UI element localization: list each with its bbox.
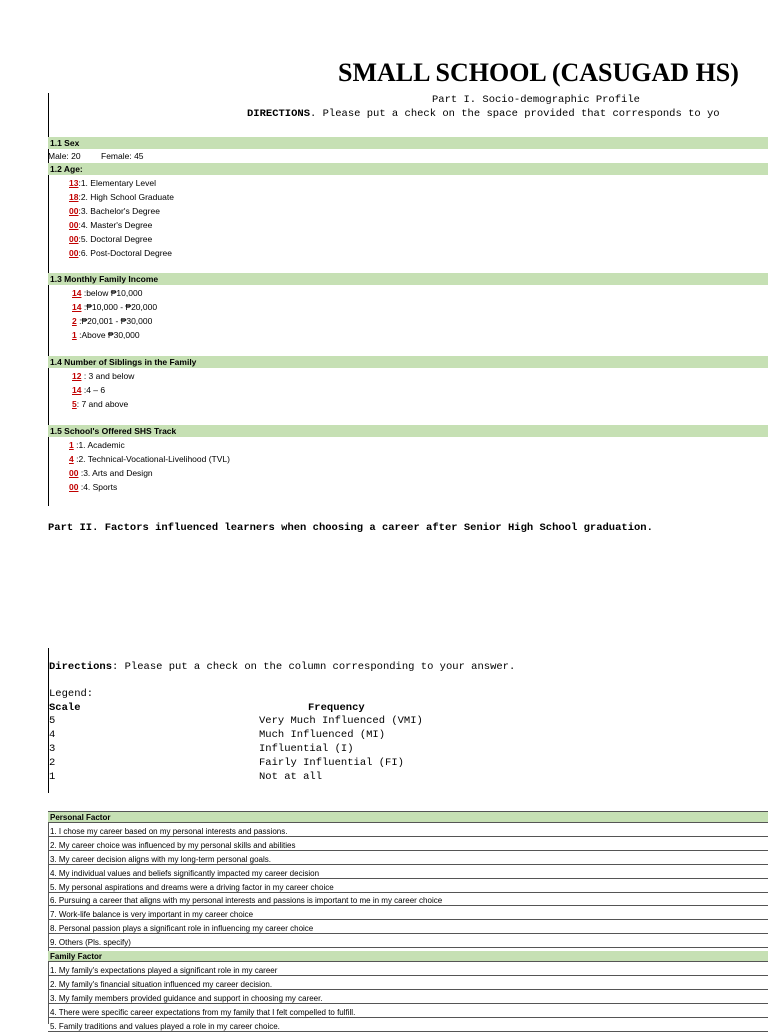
family-factor-row: 3. My family members provided guidance and support in choosing my career. xyxy=(48,993,768,1004)
personal-factor-row: 8. Personal passion plays a significant role in influencing my career choice xyxy=(48,923,768,934)
income-text: :₱20,001 - ₱30,000 xyxy=(76,316,153,326)
age-count: 00 xyxy=(69,206,79,216)
track-text: :1. Academic xyxy=(73,440,125,450)
age-text: :5. Doctoral Degree xyxy=(78,234,153,244)
section-sex-header: 1.1 Sex xyxy=(48,137,768,149)
sex-male: Male: 20 xyxy=(48,151,81,161)
legend-scale: 3 xyxy=(49,743,56,755)
income-item xyxy=(72,287,142,299)
age-item xyxy=(69,219,152,231)
income-text: :₱10,000 - ₱20,000 xyxy=(81,302,158,312)
siblings-item xyxy=(72,384,105,396)
section-age-header: 1.2 Age: xyxy=(48,163,768,175)
age-count: 18 xyxy=(69,192,79,202)
age-text: :6. Post-Doctoral Degree xyxy=(78,248,173,258)
age-item xyxy=(69,191,174,203)
income-item xyxy=(72,329,140,341)
siblings-text: : 3 and below xyxy=(81,371,135,381)
age-count: 13 xyxy=(69,178,79,188)
personal-factor-row: 3. My career decision aligns with my long-term personal goals. xyxy=(48,854,768,865)
track-count: 1 xyxy=(69,440,74,450)
track-item xyxy=(69,481,117,493)
track-count: 4 xyxy=(69,454,74,464)
family-factor-header: Family Factor xyxy=(48,951,768,962)
personal-factor-row: 5. My personal aspirations and dreams were a driving factor in my career choice xyxy=(48,882,768,893)
part1-directions-text: . Please put a check on the space provided that corresponds to yo xyxy=(310,108,720,120)
age-text: :3. Bachelor's Degree xyxy=(78,206,160,216)
personal-factor-row: 1. I chose my career based on my personal interests and passions. xyxy=(48,826,768,837)
siblings-count: 5 xyxy=(72,399,77,409)
part2-heading: Part II. Factors influenced learners when choosing a career after Senior High School graduation. xyxy=(48,522,653,534)
siblings-count: 14 xyxy=(72,385,82,395)
legend-scale: 4 xyxy=(49,729,56,741)
legend-frequency-header: Frequency xyxy=(308,702,365,714)
track-item xyxy=(69,439,125,451)
legend-label: Legend: xyxy=(49,688,94,700)
siblings-text: :4 – 6 xyxy=(81,385,106,395)
part1-directions xyxy=(247,108,720,120)
income-text: :Above ₱30,000 xyxy=(76,330,140,340)
siblings-item xyxy=(72,398,128,410)
part1-directions-label: DIRECTIONS xyxy=(247,108,311,120)
family-factor-row: 2. My family's financial situation influenced my career decision. xyxy=(48,979,768,990)
personal-factor-row: 9. Others (Pls. specify) xyxy=(48,937,768,948)
legend-frequency: Influential (I) xyxy=(259,743,354,755)
age-count: 00 xyxy=(69,234,79,244)
legend-frequency: Not at all xyxy=(259,771,323,783)
income-count: 2 xyxy=(72,316,77,326)
legend-frequency: Very Much Influenced (VMI) xyxy=(259,715,423,727)
sex-female: Female: 45 xyxy=(101,151,144,161)
personal-factor-row: 2. My career choice was influenced by my personal skills and abilities xyxy=(48,840,768,851)
directions2 xyxy=(49,661,515,673)
personal-factor-header: Personal Factor xyxy=(48,812,768,823)
personal-factor-row: 7. Work-life balance is very important in my career choice xyxy=(48,909,768,920)
family-factor-row: 5. Family traditions and values played a role in my career choice. xyxy=(48,1021,768,1032)
track-count: 00 xyxy=(69,482,79,492)
income-item xyxy=(72,315,152,327)
age-item xyxy=(69,233,152,245)
income-item xyxy=(72,301,157,313)
siblings-item xyxy=(72,370,134,382)
family-factor-row: 1. My family's expectations played a significant role in my career xyxy=(48,965,768,976)
legend-frequency: Much Influenced (MI) xyxy=(259,729,386,741)
legend-scale-header: Scale xyxy=(49,702,81,714)
age-item xyxy=(69,205,160,217)
track-text: :2. Technical-Vocational-Livelihood (TVL) xyxy=(73,454,230,464)
section-siblings-header: 1.4 Number of Siblings in the Family xyxy=(48,356,768,368)
income-count: 14 xyxy=(72,302,82,312)
siblings-count: 12 xyxy=(72,371,82,381)
age-count: 00 xyxy=(69,220,79,230)
personal-factor-row: 4. My individual values and beliefs significantly impacted my career decision xyxy=(48,868,768,879)
age-item xyxy=(69,247,172,259)
directions2-label: Directions xyxy=(49,661,113,673)
income-text: :below ₱10,000 xyxy=(81,288,143,298)
track-text: :4. Sports xyxy=(78,482,118,492)
track-text: :3. Arts and Design xyxy=(78,468,153,478)
age-text: :1. Elementary Level xyxy=(78,178,156,188)
personal-factor-row: 6. Pursuing a career that aligns with my personal interests and passions is important to me in my career choice xyxy=(48,895,768,906)
legend-scale: 2 xyxy=(49,757,56,769)
document-title: SMALL SCHOOL (CASUGAD HS) xyxy=(338,58,739,87)
track-item xyxy=(69,453,230,465)
family-factor-row: 4. There were specific career expectations from my family that I felt compelled to fulfill. xyxy=(48,1007,768,1018)
age-text: :4. Master's Degree xyxy=(78,220,153,230)
directions2-text: : Please put a check on the column corresponding to your answer. xyxy=(112,661,516,673)
part1-heading: Part I. Socio-demographic Profile xyxy=(432,94,640,106)
track-count: 00 xyxy=(69,468,79,478)
section-income-header: 1.3 Monthly Family Income xyxy=(48,273,768,285)
legend-frequency: Fairly Influential (FI) xyxy=(259,757,404,769)
siblings-text: : 7 and above xyxy=(76,399,129,409)
legend-scale: 1 xyxy=(49,771,56,783)
section-track-header: 1.5 School's Offered SHS Track xyxy=(48,425,768,437)
income-count: 14 xyxy=(72,288,82,298)
age-count: 00 xyxy=(69,248,79,258)
age-item xyxy=(69,177,156,189)
age-text: :2. High School Graduate xyxy=(78,192,174,202)
income-count: 1 xyxy=(72,330,77,340)
legend-scale: 5 xyxy=(49,715,56,727)
track-item xyxy=(69,467,153,479)
